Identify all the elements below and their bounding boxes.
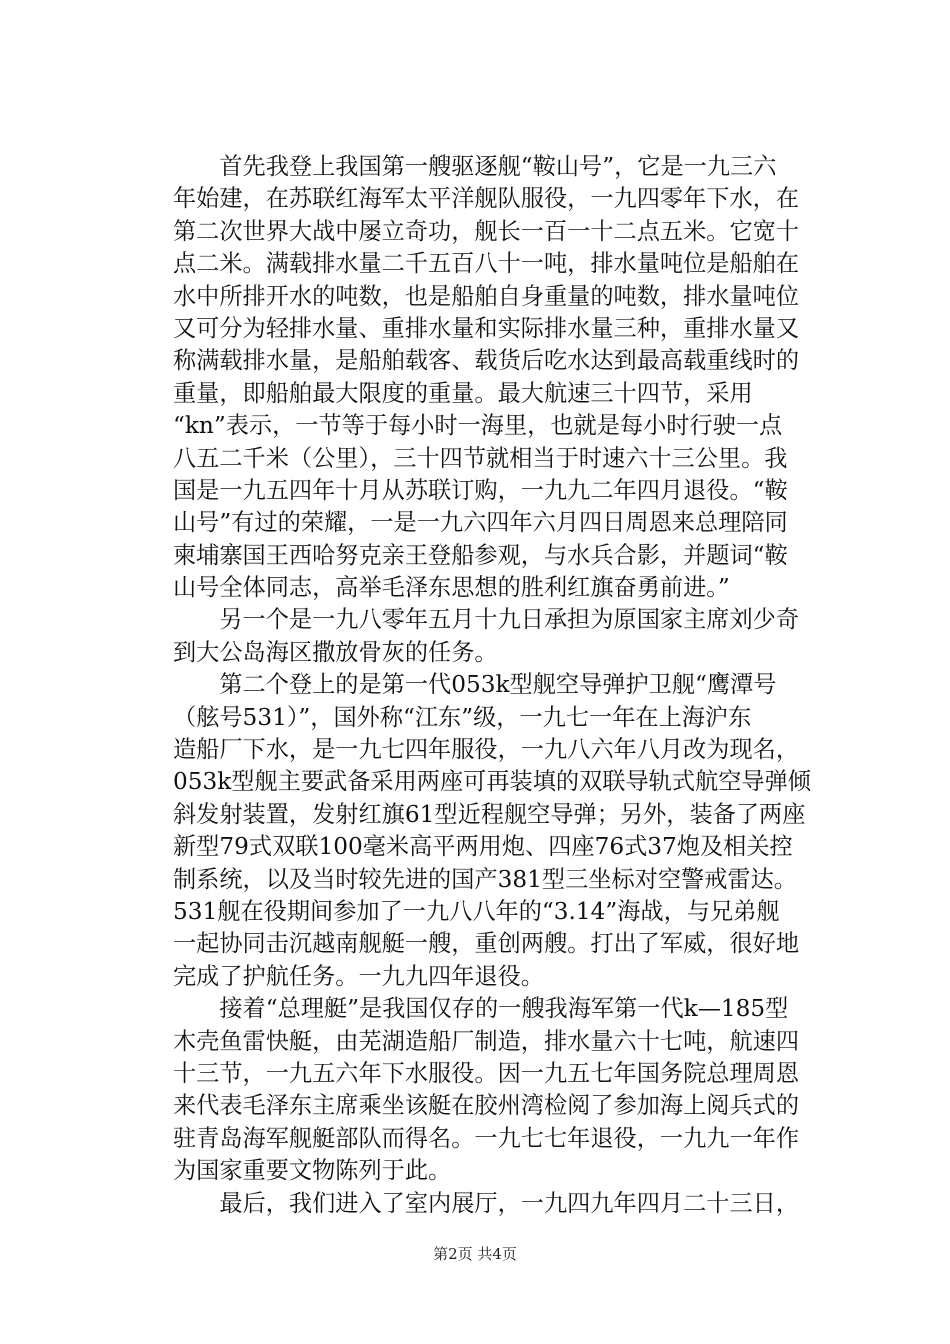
text-line: 531舰在役期间参加了一九八八年的“3.14”海战，与兄弟舰 (173, 897, 780, 925)
text-line: 到大公岛海区撒放骨灰的任务。 (173, 638, 498, 666)
text-line: 另一个是一九八零年五月十九日承担为原国家主席刘少奇 (173, 606, 800, 634)
text-line: 柬埔寨国王西哈努克亲王登船参观，与水兵合影，并题词“鞍 (173, 541, 788, 569)
text-line: 第二个登上的是第一代053k型舰空导弹护卫舰“鹰潭号 (173, 671, 777, 699)
text-line: 山号”有过的荣耀，一是一九六四年六月四日周恩来总理陪同 (173, 509, 788, 537)
text-line: 新型79式双联100毫米高平两用炮、四座76式37炮及相关控 (173, 833, 793, 861)
text-line: 山号全体同志，高举毛泽东思想的胜利红旗奋勇前进。” (173, 574, 730, 602)
text-line: 来代表毛泽东主席乘坐该艇在胶州湾检阅了参加海上阅兵式的 (173, 1092, 800, 1120)
text-line: 十三节，一九五六年下水服役。因一九五七年国务院总理周恩 (173, 1059, 800, 1087)
body-text (173, 151, 843, 1220)
text-line: 053k型舰主要武备采用两座可再装填的双联导轨式航空导弹倾 (173, 768, 811, 796)
text-line: “kn”表示，一节等于每小时一海里，也就是每小时行驶一点 (173, 412, 783, 440)
text-line: 水中所排开水的吨数，也是船舶自身重量的吨数，排水量吨位 (173, 282, 800, 310)
text-line: 八五二千米（公里），三十四节就相当于时速六十三公里。我 (173, 444, 788, 472)
text-line: 驻青岛海军舰艇部队而得名。一九七七年退役，一九九一年作 (173, 1124, 800, 1152)
text-line: 完成了护航任务。一九九四年退役。 (173, 962, 544, 990)
text-line: 接着“总理艇”是我国仅存的一艘我海军第一代k—185型 (173, 995, 789, 1023)
text-line: 为国家重要文物陈列于此。 (173, 1157, 452, 1185)
text-line: 制系统，以及当时较先进的国产381型三坐标对空警戒雷达。 (173, 865, 797, 893)
page-number-label: 第2页 共4页 (433, 1245, 517, 1263)
text-line: 点二米。满载排水量二千五百八十一吨，排水量吨位是船舶在 (173, 250, 800, 278)
page-footer (0, 1244, 950, 1264)
text-line: 又可分为轻排水量、重排水量和实际排水量三种，重排水量又 (173, 314, 800, 342)
text-line: 国是一九五四年十月从苏联订购，一九九二年四月退役。“鞍 (173, 476, 788, 504)
text-line: 斜发射装置，发射红旗61型近程舰空导弹；另外，装备了两座 (173, 800, 806, 828)
text-line: （舷号531）”，国外称“江东”级，一九七一年在上海沪东 (173, 703, 752, 731)
text-line: 重量，即船舶最大限度的重量。最大航速三十四节，采用 (173, 379, 753, 407)
text-line: 第二次世界大战中屡立奇功，舰长一百一十二点五米。它宽十 (173, 217, 800, 245)
text-line: 年始建，在苏联红海军太平洋舰队服役，一九四零年下水，在 (173, 185, 800, 213)
text-line: 木壳鱼雷快艇，由芜湖造船厂制造，排水量六十七吨，航速四 (173, 1027, 800, 1055)
text-line: 称满载排水量，是船舶载客、载货后吃水达到最高载重线时的 (173, 347, 800, 375)
text-line: 造船厂下水，是一九七四年服役，一九八六年八月改为现名， (173, 736, 800, 764)
text-line: 最后，我们进入了室内展厅，一九四九年四月二十三日， (173, 1189, 800, 1217)
text-line: 首先我登上我国第一艘驱逐舰“鞍山号”，它是一九三六 (173, 153, 777, 180)
text-line: 一起协同击沉越南舰艇一艘，重创两艘。打出了军威，很好地 (173, 930, 800, 958)
